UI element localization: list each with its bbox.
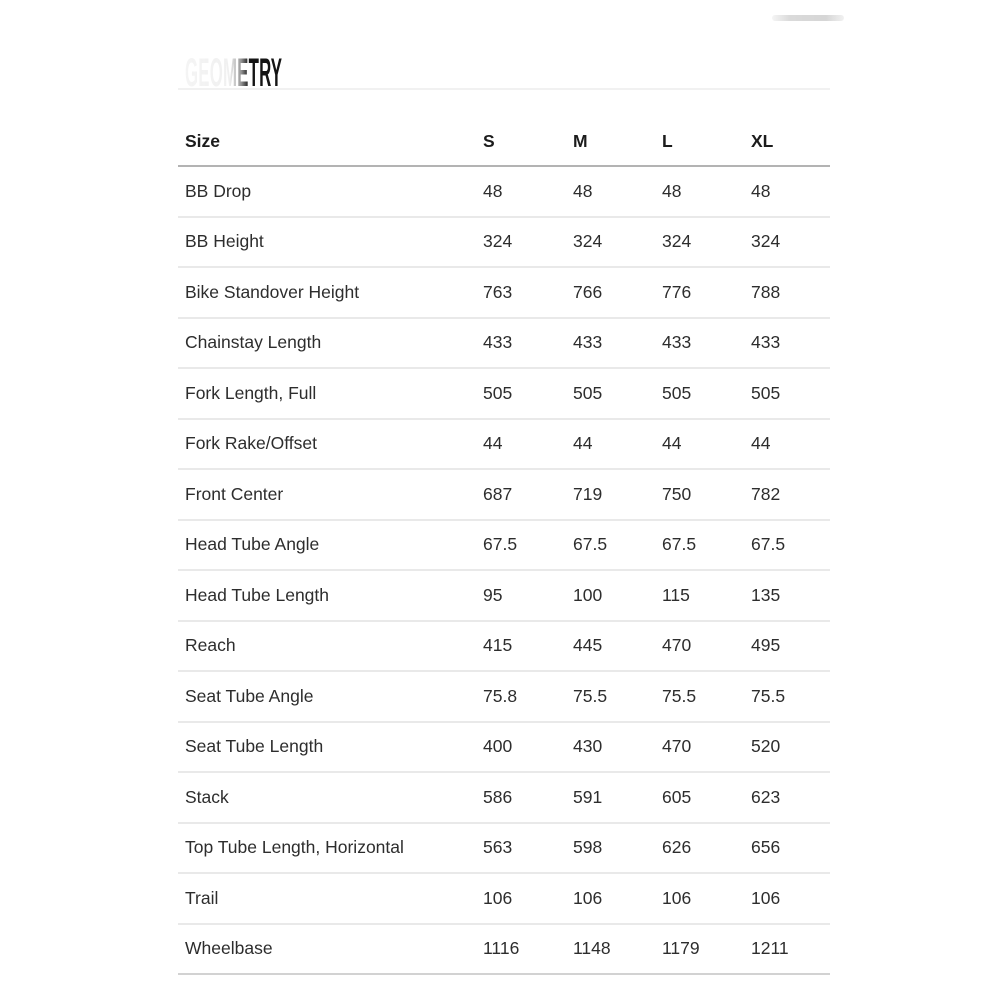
row-label: Fork Length, Full [185,382,317,403]
cell-value-s: 67.5 [483,534,518,555]
cell-value-xl: 656 [751,837,781,858]
row-label: Bike Standover Height [185,281,360,302]
table-row [178,268,830,319]
cell-value-l: 324 [662,231,692,252]
cell-value-s: 586 [483,786,513,807]
table-row [178,824,830,875]
table-body [178,167,830,975]
row-label: Fork Rake/Offset [185,433,317,454]
row-label: Head Tube Length [185,584,330,605]
column-header-size: Size [185,131,221,151]
column-header-xl: XL [751,131,774,151]
cell-value-xl: 106 [751,887,781,908]
column-header-s: S [483,131,495,151]
table-row [178,672,830,723]
row-label: BB Drop [185,180,252,201]
row-label: Head Tube Angle [185,534,320,555]
cell-value-s: 324 [483,231,513,252]
cell-value-l: 505 [662,382,692,403]
cell-value-m: 75.5 [573,685,608,706]
cell-value-s: 48 [483,180,503,201]
cell-value-xl: 495 [751,635,781,656]
cell-value-s: 415 [483,635,513,656]
row-label: Seat Tube Length [185,736,324,757]
cell-value-s: 763 [483,281,513,302]
cell-value-m: 100 [573,584,603,605]
column-header-l: L [662,131,673,151]
cell-value-m: 445 [573,635,603,656]
cell-value-s: 433 [483,332,513,353]
cell-value-m: 591 [573,786,603,807]
table-row [178,167,830,218]
row-label: Stack [185,786,229,807]
column-header-m: M [573,131,588,151]
table-row [178,874,830,925]
cell-value-l: 1179 [662,938,700,959]
table-row [178,571,830,622]
cell-value-s: 1116 [483,938,520,959]
row-label: Front Center [185,483,284,504]
table-row [178,218,830,269]
cell-value-l: 626 [662,837,692,858]
row-label: Trail [185,887,219,908]
cell-value-l: 67.5 [662,534,697,555]
row-label: Top Tube Length, Horizontal [185,837,404,858]
cell-value-l: 470 [662,635,692,656]
cell-value-xl: 75.5 [751,685,786,706]
cell-value-xl: 505 [751,382,781,403]
cell-value-l: 776 [662,281,692,302]
cell-value-l: 470 [662,736,692,757]
cell-value-l: 750 [662,483,692,504]
cell-value-l: 605 [662,786,692,807]
cell-value-m: 433 [573,332,603,353]
table-row [178,319,830,370]
cell-value-l: 433 [662,332,692,353]
cell-value-xl: 135 [751,584,781,605]
table-row [178,369,830,420]
row-label: Reach [185,635,236,656]
table-row [178,723,830,774]
cell-value-m: 719 [573,483,603,504]
cell-value-xl: 788 [751,281,781,302]
cell-value-xl: 44 [751,433,771,454]
table-row [178,622,830,673]
cell-value-m: 48 [573,180,593,201]
geometry-table [178,88,830,975]
cell-value-m: 598 [573,837,603,858]
table-row [178,521,830,572]
cell-value-xl: 520 [751,736,781,757]
cell-value-m: 106 [573,887,603,908]
cell-value-s: 75.8 [483,685,518,706]
cell-value-xl: 782 [751,483,781,504]
cell-value-s: 106 [483,887,513,908]
table-row [178,925,830,976]
cell-value-s: 505 [483,382,513,403]
cell-value-m: 430 [573,736,603,757]
cell-value-l: 115 [662,584,690,605]
cell-value-m: 324 [573,231,603,252]
table-header-row [178,90,830,167]
row-label: Wheelbase [185,938,273,959]
cell-value-l: 48 [662,180,682,201]
cell-value-s: 400 [483,736,513,757]
cell-value-l: 44 [662,433,682,454]
cell-value-xl: 48 [751,180,771,201]
cell-value-m: 44 [573,433,593,454]
cell-value-s: 563 [483,837,513,858]
cell-value-xl: 324 [751,231,781,252]
top-right-bar-fragment [772,15,844,21]
cell-value-m: 766 [573,281,603,302]
cell-value-m: 1148 [573,938,611,959]
cell-value-xl: 433 [751,332,781,353]
cell-value-s: 687 [483,483,513,504]
cell-value-l: 106 [662,887,692,908]
cell-value-l: 75.5 [662,685,697,706]
row-label: Chainstay Length [185,332,322,353]
table-row [178,420,830,471]
table-row [178,470,830,521]
cell-value-m: 67.5 [573,534,608,555]
page-title: GEOMETRY [185,50,283,95]
cell-value-s: 95 [483,584,503,605]
cell-value-m: 505 [573,382,603,403]
table-row [178,773,830,824]
cell-value-xl: 67.5 [751,534,786,555]
row-label: Seat Tube Angle [185,685,314,706]
cell-value-xl: 623 [751,786,781,807]
cell-value-xl: 1211 [751,938,789,959]
cell-value-s: 44 [483,433,503,454]
row-label: BB Height [185,231,264,252]
